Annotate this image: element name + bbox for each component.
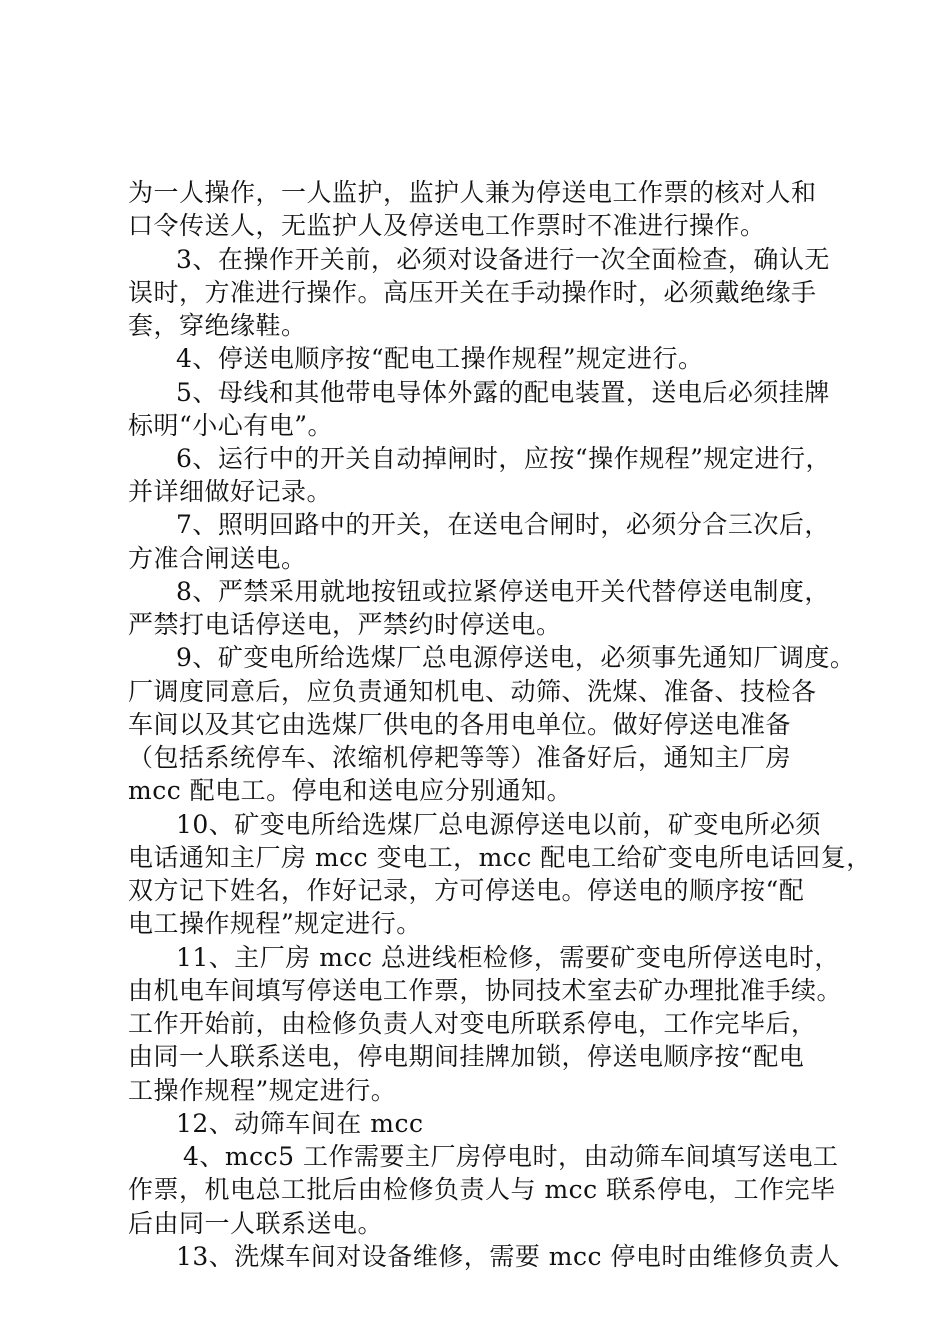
- paragraph-line: 4、停送电顺序按“配电工操作规程”规定进行。: [176, 344, 704, 373]
- paragraph-line: 工作开始前，由检修负责人对变电所联系停电，工作完毕后，: [128, 1009, 817, 1038]
- paragraph-line: 误时，方准进行操作。高压开关在手动操作时，必须戴绝缘手: [128, 278, 817, 307]
- paragraph-line: 标明“小心有电”。: [128, 411, 334, 440]
- paragraph-line: 口令传送人，无监护人及停送电工作票时不准进行操作。: [128, 211, 766, 240]
- paragraph-line: 工操作规程”规定进行。: [128, 1076, 397, 1105]
- paragraph-line: 7、照明回路中的开关，在送电合闸时，必须分合三次后，: [176, 510, 830, 539]
- paragraph-line: 为一人操作，一人监护，监护人兼为停送电工作票的核对人和: [128, 178, 817, 207]
- paragraph-line: 双方记下姓名，作好记录，方可停送电。停送电的顺序按“配: [128, 876, 805, 905]
- paragraph-line: 12、动筛车间在 mcc: [176, 1109, 424, 1138]
- paragraph-line: 6、运行中的开关自动掉闸时，应按“操作规程”规定进行，: [176, 444, 831, 473]
- paragraph-line: 车间以及其它由选煤厂供电的各用电单位。做好停送电准备: [128, 710, 792, 739]
- paragraph-line: 5、母线和其他带电导体外露的配电装置，送电后必须挂牌: [176, 378, 830, 407]
- paragraph-line: 10、矿变电所给选煤厂总电源停送电以前，矿变电所必须: [176, 810, 821, 839]
- paragraph-line: 9、矿变电所给选煤厂总电源停送电，必须事先通知厂调度。: [176, 643, 856, 672]
- paragraph-line: （包括系统停车、浓缩机停耙等等）准备好后，通知主厂房: [128, 743, 792, 772]
- paragraph-line: 11、主厂房 mcc 总进线柜检修，需要矿变电所停送电时，: [176, 943, 840, 972]
- paragraph-line: 后由同一人联系送电。: [128, 1209, 384, 1238]
- paragraph-line: 套，穿绝缘鞋。: [128, 311, 307, 340]
- paragraph-line: 厂调度同意后，应负责通知机电、动筛、洗煤、准备、技检各: [128, 677, 817, 706]
- paragraph-line: 4、mcc5 工作需要主厂房停电时，由动筛车间填写送电工: [183, 1142, 839, 1171]
- paragraph-line: 并详细做好记录。: [128, 477, 333, 506]
- paragraph-line: 严禁打电话停送电，严禁约时停送电。: [128, 610, 562, 639]
- paragraph-line: 由同一人联系送电，停电期间挂牌加锁，停送电顺序按“配电: [128, 1042, 805, 1071]
- paragraph-line: 方准合闸送电。: [128, 544, 307, 573]
- paragraph-line: 电工操作规程”规定进行。: [128, 909, 422, 938]
- paragraph-line: 作票，机电总工批后由检修负责人与 mcc 联系停电，工作完毕: [128, 1175, 836, 1204]
- paragraph-line: 13、洗煤车间对设备维修，需要 mcc 停电时由维修负责人: [176, 1242, 840, 1271]
- paragraph-line: 8、严禁采用就地按钮或拉紧停送电开关代替停送电制度，: [176, 577, 830, 606]
- paragraph-line: 电话通知主厂房 mcc 变电工，mcc 配电工给矿变电所电话回复，: [128, 843, 872, 872]
- paragraph-line: 3、在操作开关前，必须对设备进行一次全面检查，确认无: [176, 245, 830, 274]
- paragraph-line: mcc 配电工。停电和送电应分别通知。: [128, 776, 573, 805]
- paragraph-line: 由机电车间填写停送电工作票，协同技术室去矿办理批准手续。: [128, 976, 843, 1005]
